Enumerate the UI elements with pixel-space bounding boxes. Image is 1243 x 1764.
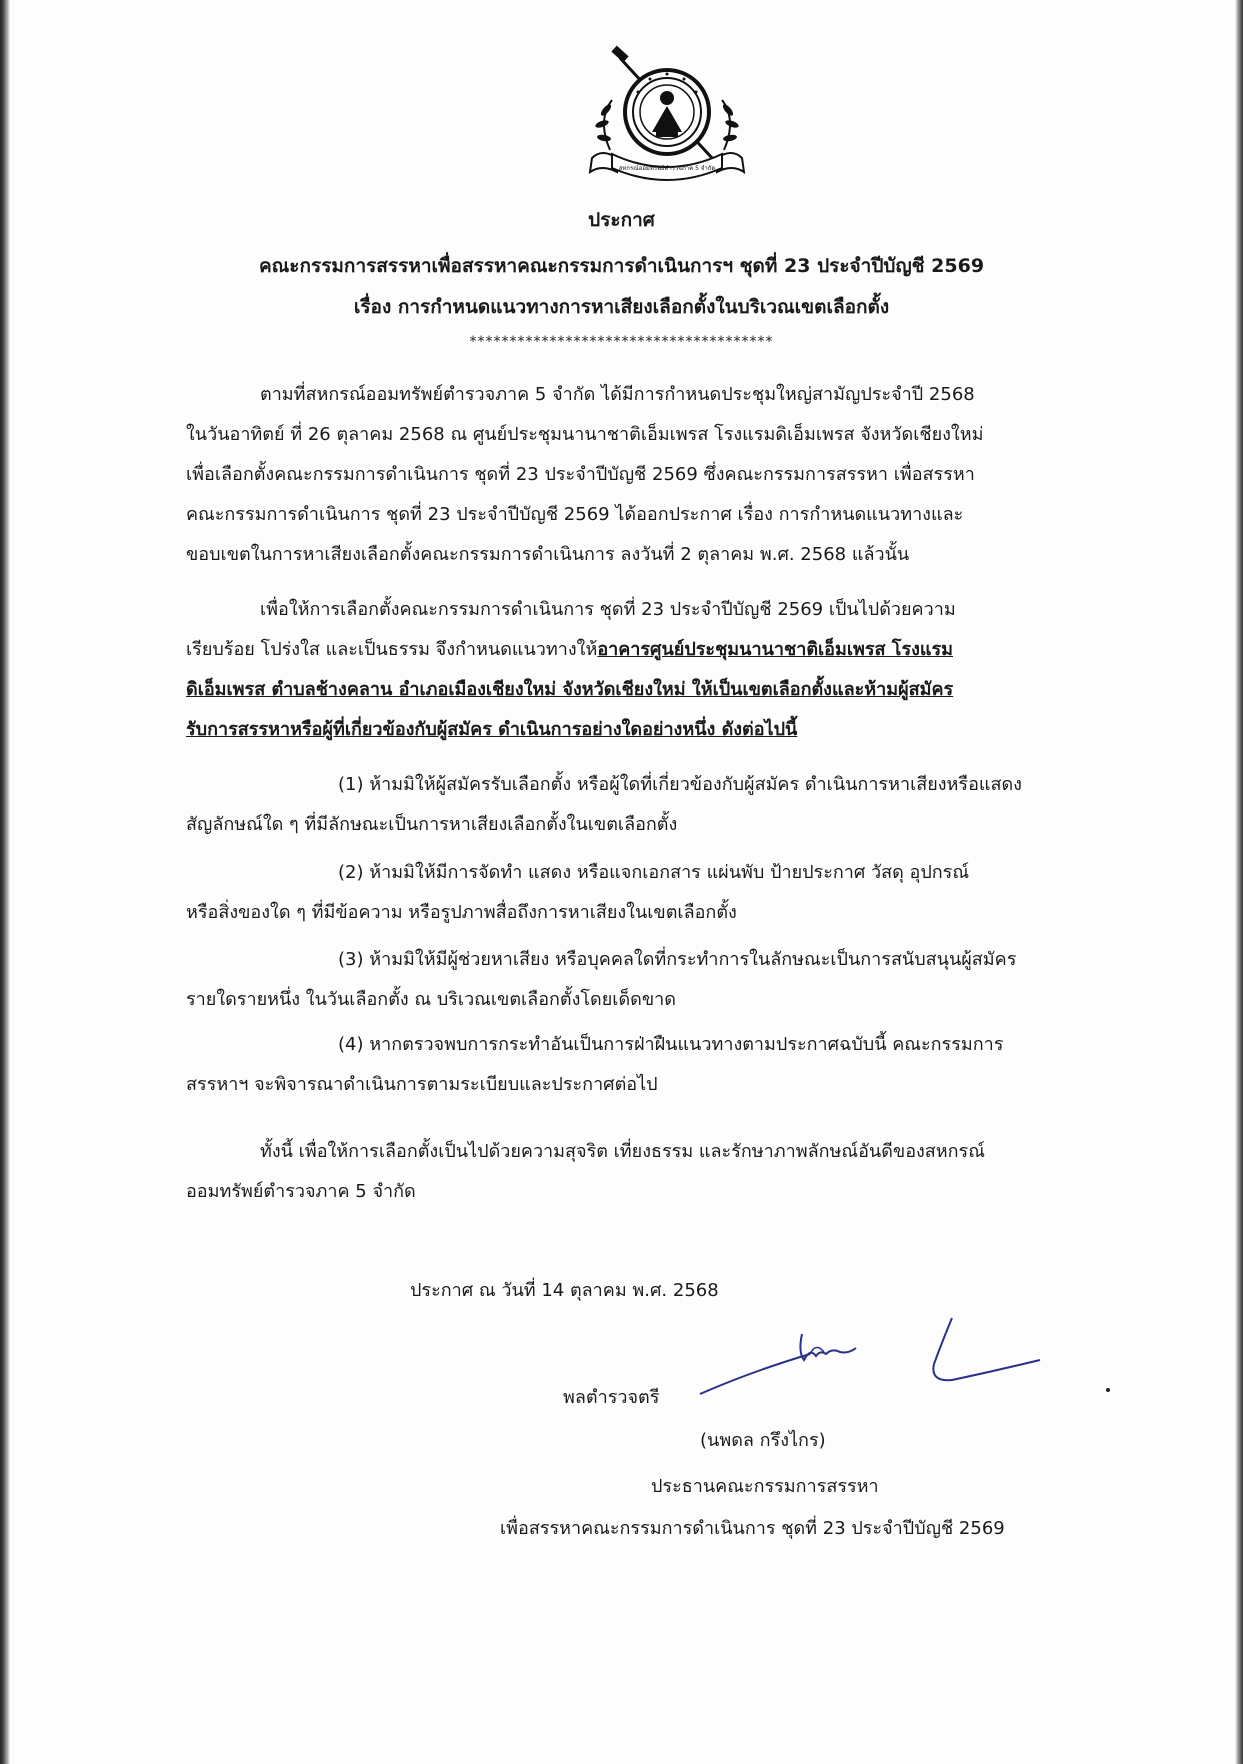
emblem-ribbon-text: สหกรณ์ออมทรัพย์ตำรวจภาค 5 จำกัด [618,165,716,172]
paragraph-background [186,375,1131,575]
prohibition-item-2 [186,853,1131,933]
p2-line-2-emphasis: อาคารศูนย์ประชุมนานาชาติเอ็มเพรส โรงแรม [597,639,954,660]
p1-line-2: ในวันอาทิตย์ ที่ 26 ตุลาคม 2568 ณ ศูนย์ประชุมนานาชาติเอ็มเพรส โรงแรมดิเอ็มเพรส จังหวัดเชียงใหม่ [186,424,984,445]
paragraph-purpose [186,590,1131,750]
p2-line-3-emphasis: ดิเอ็มเพรส ตำบลช้างคลาน อำเภอเมืองเชียงใหม่ จังหวัดเชียงใหม่ ให้เป็นเขตเลือกตั้งและห้ามผู้สมัคร [186,679,954,700]
item-3-line-1: (3) ห้ามมิให้มีผู้ช่วยหาเสียง หรือบุคคลใดที่กระทำการในลักษณะเป็นการสนับสนุนผู้สมัคร [338,949,1017,970]
p2-line-2 [186,630,1131,670]
handwritten-signature [690,1312,1110,1412]
signatory-position-1: ประธานคณะกรรมการสรรหา [651,1476,879,1497]
signatory-rank: พลตำรวจตรี [563,1387,660,1408]
cooperative-emblem-logo [572,40,762,190]
prohibition-item-1 [186,765,1131,845]
item-1-line-2: สัญลักษณ์ใด ๆ ที่มีลักษณะเป็นการหาเสียงเลือกตั้งในเขตเลือกตั้ง [186,814,678,835]
subject-line: เรื่อง การกำหนดแนวทางการหาเสียงเลือกตั้งในบริเวณเขตเลือกตั้ง [353,296,890,318]
paragraph-closing [186,1132,1131,1212]
committee-subtitle: คณะกรรมการสรรหาเพื่อสรรหาคณะกรรมการดำเนินการฯ ชุดที่ 23 ประจำปีบัญชี 2569 [258,255,985,277]
p1-line-1: ตามที่สหกรณ์ออมทรัพย์ตำรวจภาค 5 จำกัด ได้มีการกำหนดประชุมใหญ่สามัญประจำปี 2568 [260,384,975,405]
p2-line-4-emphasis: รับการสรรหาหรือผู้ที่เกี่ยวข้องกับผู้สมัคร ดำเนินการอย่างใดอย่างหนึ่ง ดังต่อไปนี้ [186,719,798,740]
p1-line-5: ขอบเขตในการหาเสียงเลือกตั้งคณะกรรมการดำเนินการ ลงวันที่ 2 ตุลาคม พ.ศ. 2568 แล้วนั้น [186,544,910,565]
announcement-date: ประกาศ ณ วันที่ 14 ตุลาคม พ.ศ. 2568 [410,1280,719,1301]
item-2-line-1: (2) ห้ามมิให้มีการจัดทำ แสดง หรือแจกเอกสาร แผ่นพับ ป้ายประกาศ วัสดุ อุปกรณ์ [338,862,970,883]
item-2-line-2: หรือสิ่งของใด ๆ ที่มีข้อความ หรือรูปภาพสื่อถึงการหาเสียงในเขตเลือกตั้ง [186,902,737,923]
prohibition-item-4 [186,1025,1131,1105]
p1-line-4: คณะกรรมการดำเนินการ ชุดที่ 23 ประจำปีบัญชี 2569 ได้ออกประกาศ เรื่อง การกำหนดแนวทางและ [186,504,964,525]
p2-line-2-plain: เรียบร้อย โปร่งใส และเป็นธรรม จึงกำหนดแนวทางให้ [186,639,598,660]
p3-line-1: ทั้งนี้ เพื่อให้การเลือกตั้งเป็นไปด้วยความสุจริต เที่ยงธรรม และรักษาภาพลักษณ์อันดีของสหกรณ์ [260,1141,985,1162]
signatory-position-2: เพื่อสรรหาคณะกรรมการดำเนินการ ชุดที่ 23 ประจำปีบัญชี 2569 [500,1518,1005,1539]
prohibition-item-3 [186,940,1131,1020]
item-4-line-2: สรรหาฯ จะพิจารณาดำเนินการตามระเบียบและประกาศต่อไป [186,1074,658,1095]
p2-line-1: เพื่อให้การเลือกตั้งคณะกรรมการดำเนินการ ชุดที่ 23 ประจำปีบัญชี 2569 เป็นไปด้วยความ [260,599,956,620]
p3-line-2: ออมทรัพย์ตำรวจภาค 5 จำกัด [186,1181,416,1202]
item-4-line-1: (4) หากตรวจพบการกระทำอันเป็นการฝ่าฝืนแนวทางตามประกาศฉบับนี้ คณะกรรมการ [338,1034,1004,1055]
signatory-name: (นพดล กรึงไกร) [700,1430,826,1451]
p1-line-3: เพื่อเลือกตั้งคณะกรรมการดำเนินการ ชุดที่ 23 ประจำปีบัญชี 2569 ซึ่งคณะกรรมการสรรหา เพื่อสรรหา [186,464,975,485]
separator-stars: ************************************** [469,334,774,350]
announcement-title: ประกาศ [588,209,655,231]
item-1-line-1: (1) ห้ามมิให้ผู้สมัครรับเลือกตั้ง หรือผู้ใดที่เกี่ยวข้องกับผู้สมัคร ดำเนินการหาเสียงหรือแสดง [338,774,1022,795]
item-3-line-2: รายใดรายหนึ่ง ในวันเลือกตั้ง ณ บริเวณเขตเลือกตั้งโดยเด็ดขาด [186,989,676,1010]
